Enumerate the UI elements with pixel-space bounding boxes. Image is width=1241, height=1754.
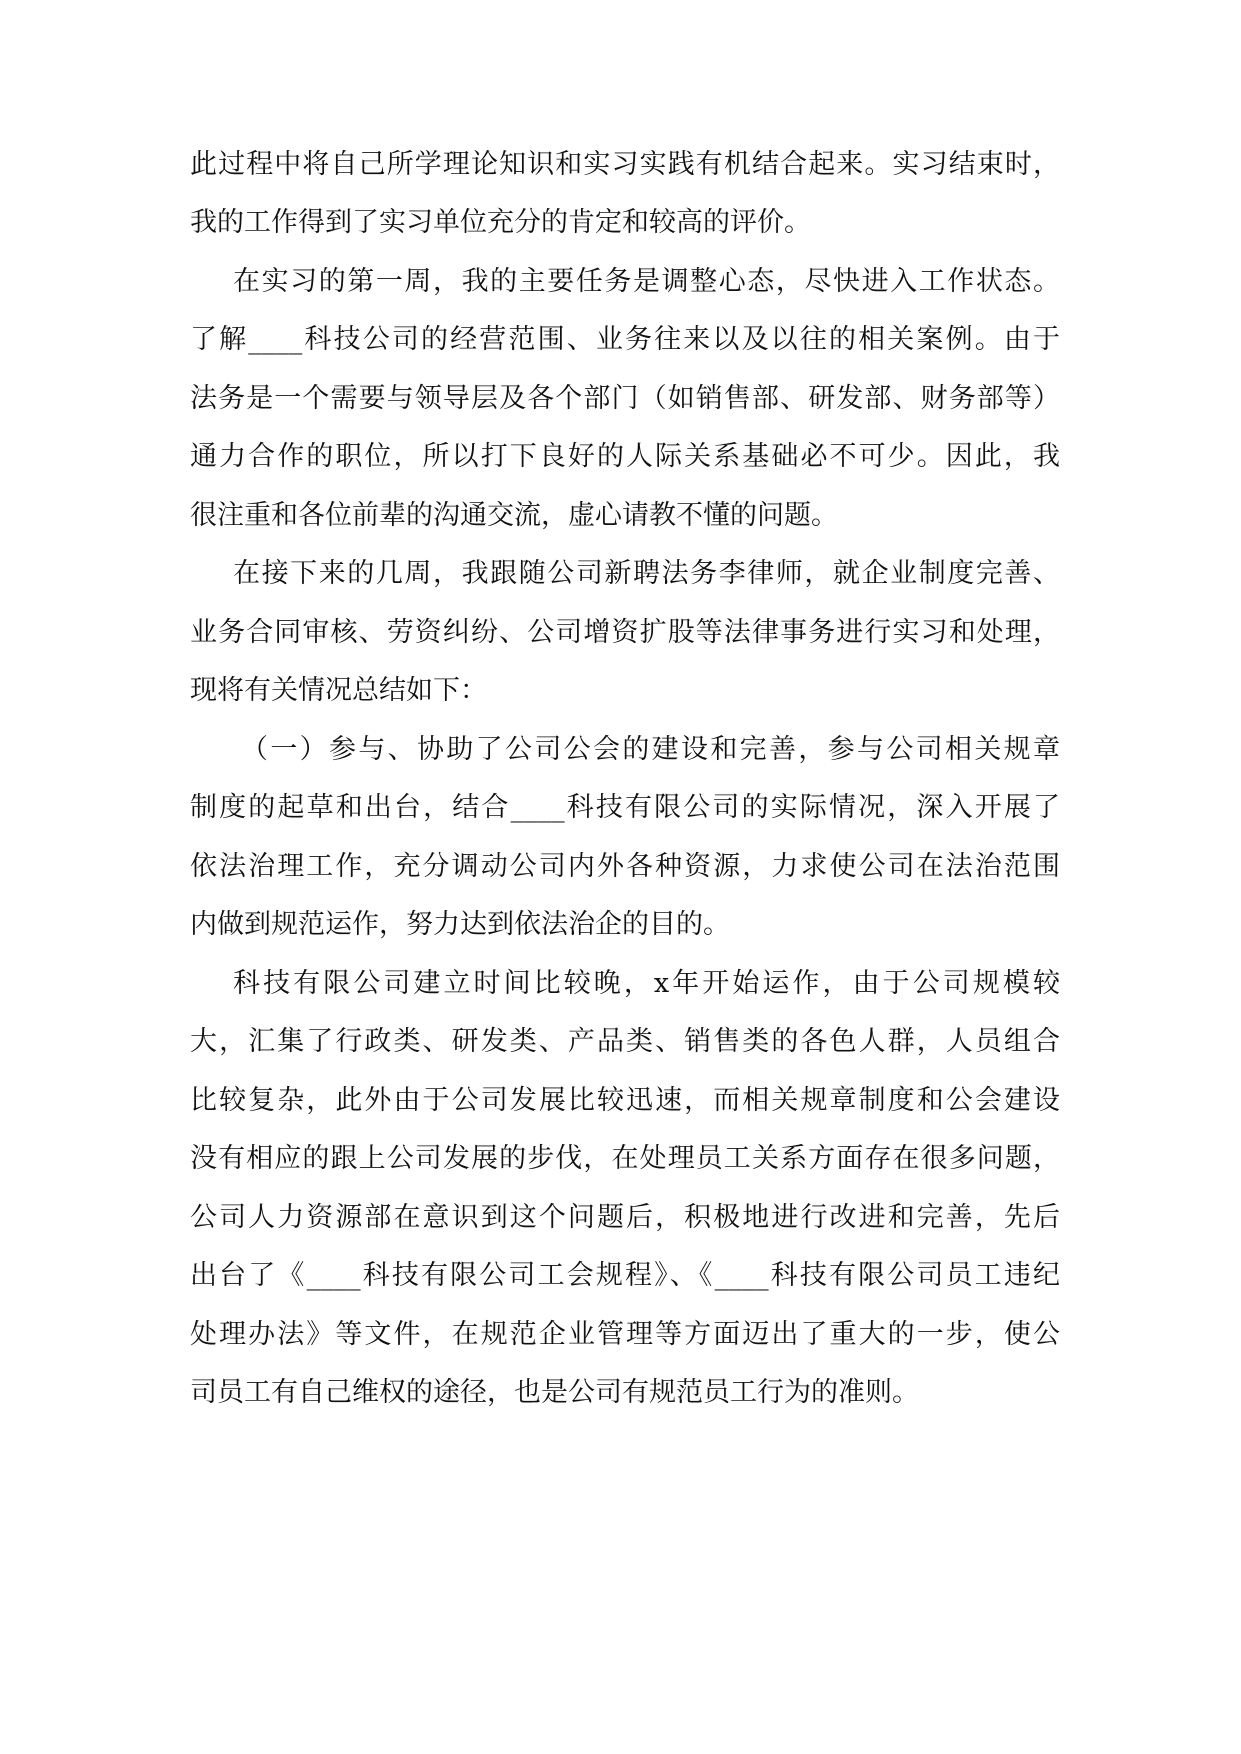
text-line: 内做到规范运作，努力达到依法治企的目的。 — [190, 909, 730, 940]
text-line: 现将有关情况总结如下： — [190, 675, 487, 706]
text-line: 出台了《____科技有限公司工会规程》、《____科技有限公司员工违纪 — [190, 1260, 1060, 1291]
text-line: 业务合同审核、劳资纠纷、公司增资扩股等法律事务进行实习和处理， — [190, 617, 1060, 648]
text-line: 比较复杂，此外由于公司发展比较迅速，而相关规章制度和公会建设 — [190, 1085, 1060, 1116]
text-line: 司员工有自己维权的途径，也是公司有规范员工行为的准则。 — [190, 1377, 919, 1408]
text-line: （一）参与、协助了公司公会的建设和完善，参与公司相关规章 — [241, 734, 1060, 765]
text-line: 在接下来的几周，我跟随公司新聘法务李律师，就企业制度完善、 — [233, 558, 1060, 589]
text-line: 科技有限公司建立时间比较晚，x年开始运作，由于公司规模较 — [233, 968, 1060, 999]
text-line: 法务是一个需要与领导层及各个部门（如销售部、研发部、财务部等） — [190, 383, 1060, 414]
text-line: 制度的起草和出台，结合____科技有限公司的实际情况，深入开展了 — [190, 792, 1060, 823]
text-line: 在实习的第一周，我的主要任务是调整心态，尽快进入工作状态。 — [233, 266, 1060, 297]
text-line: 了解____科技公司的经营范围、业务往来以及以往的相关案例。由于 — [190, 324, 1060, 355]
text-line: 处理办法》等文件，在规范企业管理等方面迈出了重大的一步，使公 — [190, 1319, 1060, 1350]
text-line: 很注重和各位前辈的沟通交流，虚心请教不懂的问题。 — [190, 500, 838, 531]
text-line: 大，汇集了行政类、研发类、产品类、销售类的各色人群，人员组合 — [190, 1026, 1060, 1057]
text-line: 公司人力资源部在意识到这个问题后，积极地进行改进和完善，先后 — [190, 1202, 1060, 1233]
text-line: 我的工作得到了实习单位充分的肯定和较高的评价。 — [190, 207, 811, 238]
text-line: 没有相应的跟上公司发展的步伐，在处理员工关系方面存在很多问题， — [190, 1143, 1060, 1174]
text-line: 通力合作的职位，所以打下良好的人际关系基础必不可少。因此，我 — [190, 441, 1060, 472]
text-line: 依法治理工作，充分调动公司内外各种资源，力求使公司在法治范围 — [190, 851, 1060, 882]
text-line: 此过程中将自己所学理论知识和实习实践有机结合起来。实习结束时， — [190, 149, 1060, 180]
